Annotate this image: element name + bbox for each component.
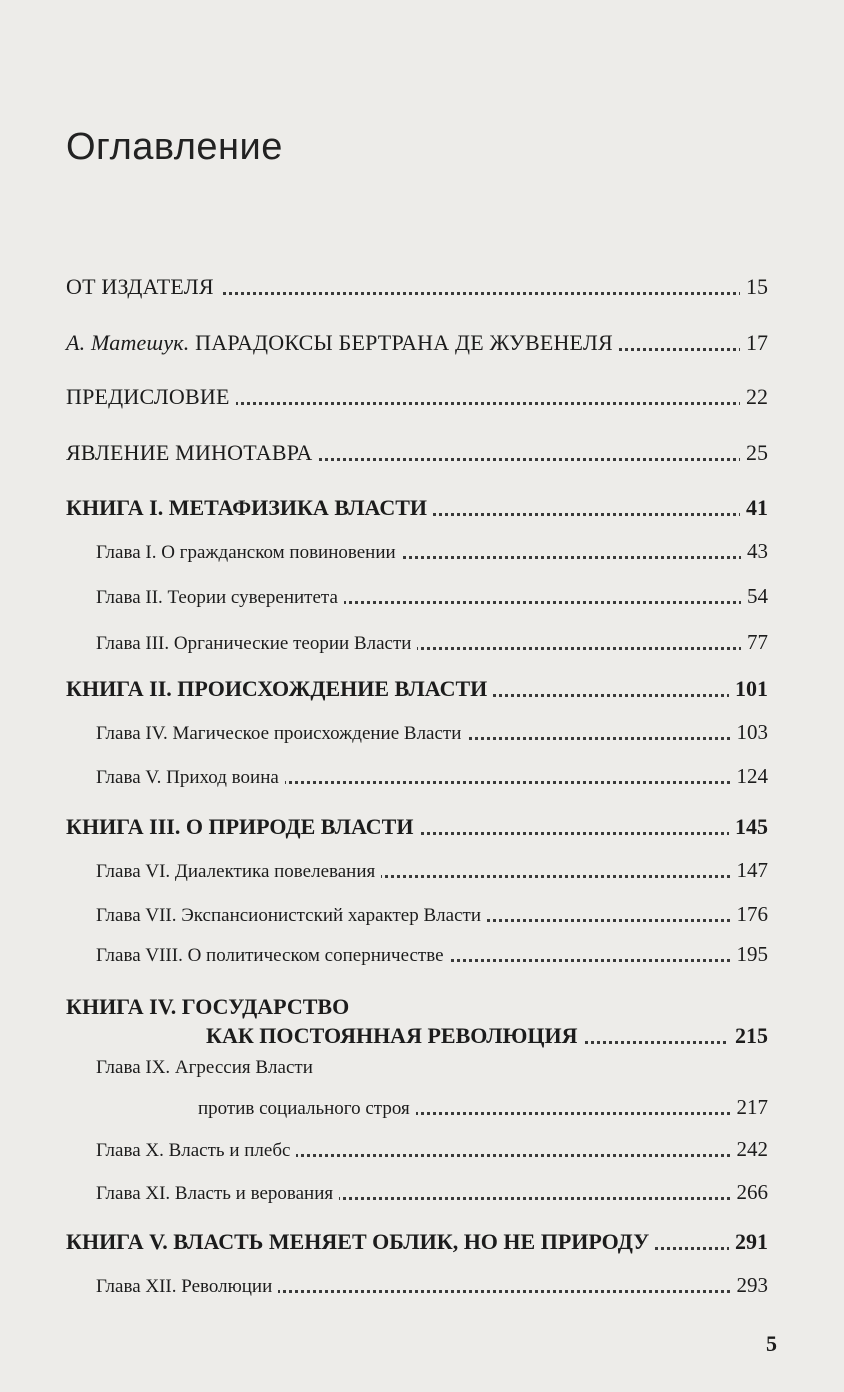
toc-chapter-page: 103 — [731, 720, 769, 745]
toc-chapter-page: 77 — [741, 630, 768, 655]
toc-book-label: КНИГА I. МЕТАФИЗИКА ВЛАСТИ — [66, 495, 433, 521]
toc-book-page: 101 — [729, 676, 768, 702]
toc-chapter-page: 54 — [741, 584, 768, 609]
toc-chapter-page: 124 — [731, 764, 769, 789]
toc-chapter-page: 266 — [731, 1180, 769, 1205]
toc-book-label: КАК ПОСТОЯННАЯ РЕВОЛЮЦИЯ — [206, 1023, 584, 1049]
toc-chapter-page: 217 — [731, 1095, 769, 1120]
toc-book-2[interactable] — [66, 676, 768, 706]
toc-heading: Оглавление — [66, 126, 283, 168]
toc-chapter-label: Глава XII. Революции — [96, 1276, 278, 1298]
toc-book-label: КНИГА V. ВЛАСТЬ МЕНЯЕТ ОБЛИК, НО НЕ ПРИРОДУ — [66, 1229, 655, 1255]
page-number: 5 — [766, 1331, 777, 1356]
toc-chapter-8[interactable] — [96, 941, 768, 971]
toc-chapter-page: 43 — [741, 539, 768, 564]
toc-chapter-4[interactable] — [96, 719, 768, 749]
toc-chapter-page: 293 — [731, 1273, 769, 1298]
toc-book-5[interactable] — [66, 1229, 768, 1259]
toc-chapter-2[interactable] — [96, 583, 768, 613]
toc-entry-mateshuk[interactable] — [66, 330, 768, 360]
toc-book-page: 41 — [740, 495, 768, 521]
toc-chapter-7[interactable] — [96, 901, 768, 931]
toc-entry-page: 25 — [740, 440, 768, 466]
toc-chapter-label: Глава VIII. О политическом соперничестве — [96, 945, 450, 967]
toc-book-label: КНИГА III. О ПРИРОДЕ ВЛАСТИ — [66, 814, 419, 840]
toc-entry-label: ОТ ИЗДАТЕЛЯ — [66, 274, 220, 300]
toc-chapter-label: Глава I. О гражданском повиновении — [96, 542, 402, 564]
toc-chapter-1[interactable] — [96, 538, 768, 568]
toc-chapter-3[interactable] — [96, 629, 768, 659]
toc-entry-page: 15 — [740, 274, 768, 300]
toc-chapter-label: против социального строя — [198, 1098, 416, 1120]
toc-chapter-label: Глава X. Власть и плебс — [96, 1140, 296, 1162]
toc-book-4[interactable] — [206, 1023, 768, 1053]
toc-entry-label: ПАРАДОКСЫ БЕРТРАНА ДЕ ЖУВЕНЕЛЯ — [195, 330, 613, 355]
toc-book-label: КНИГА II. ПРОИСХОЖДЕНИЕ ВЛАСТИ — [66, 676, 493, 702]
toc-chapter-6[interactable] — [96, 857, 768, 887]
toc-entry-label: ПРЕДИСЛОВИЕ — [66, 384, 236, 410]
toc-chapter-label: Глава III. Органические теории Власти — [96, 633, 417, 655]
toc-chapter-label: Глава XI. Власть и верования — [96, 1183, 339, 1205]
toc-entry-page: 17 — [740, 330, 768, 356]
toc-chapter-page: 242 — [731, 1137, 769, 1162]
toc-chapter-label: Глава IV. Магическое происхождение Власти — [96, 723, 467, 745]
toc-chapter-label: Глава V. Приход воина — [96, 767, 285, 789]
toc-book-3[interactable] — [66, 814, 768, 844]
toc-entry-minotaur[interactable] — [66, 440, 768, 470]
toc-book-page: 215 — [729, 1023, 768, 1049]
toc-chapter-page: 147 — [731, 858, 769, 883]
toc-chapter-label: Глава VI. Диалектика повелевания — [96, 861, 381, 883]
toc-entry-author: А. Матешук. — [66, 330, 190, 355]
toc-book-page: 291 — [729, 1229, 768, 1255]
toc-entry-page: 22 — [740, 384, 768, 410]
toc-chapter-page: 176 — [731, 902, 769, 927]
toc-entry-label: ЯВЛЕНИЕ МИНОТАВРА — [66, 440, 318, 466]
toc-chapter-5[interactable] — [96, 763, 768, 793]
toc-entry-from-publisher[interactable] — [66, 274, 768, 304]
toc-chapter-10[interactable] — [96, 1136, 768, 1166]
toc-entry-preface[interactable] — [66, 384, 768, 414]
toc-book-page: 145 — [729, 814, 768, 840]
toc-chapter-11[interactable] — [96, 1179, 768, 1209]
toc-chapter-label: Глава VII. Экспансионистский характер Власти — [96, 905, 487, 927]
toc-chapter-label-line1: Глава IX. Агрессия Власти — [96, 1057, 313, 1078]
toc-chapter-12[interactable] — [96, 1272, 768, 1302]
toc-book-1[interactable] — [66, 495, 768, 525]
toc-chapter-page: 195 — [731, 942, 769, 967]
toc-book-label-line1: КНИГА IV. ГОСУДАРСТВО — [66, 994, 350, 1019]
toc-chapter-9[interactable] — [198, 1094, 768, 1124]
toc-chapter-label: Глава II. Теории суверенитета — [96, 587, 344, 609]
